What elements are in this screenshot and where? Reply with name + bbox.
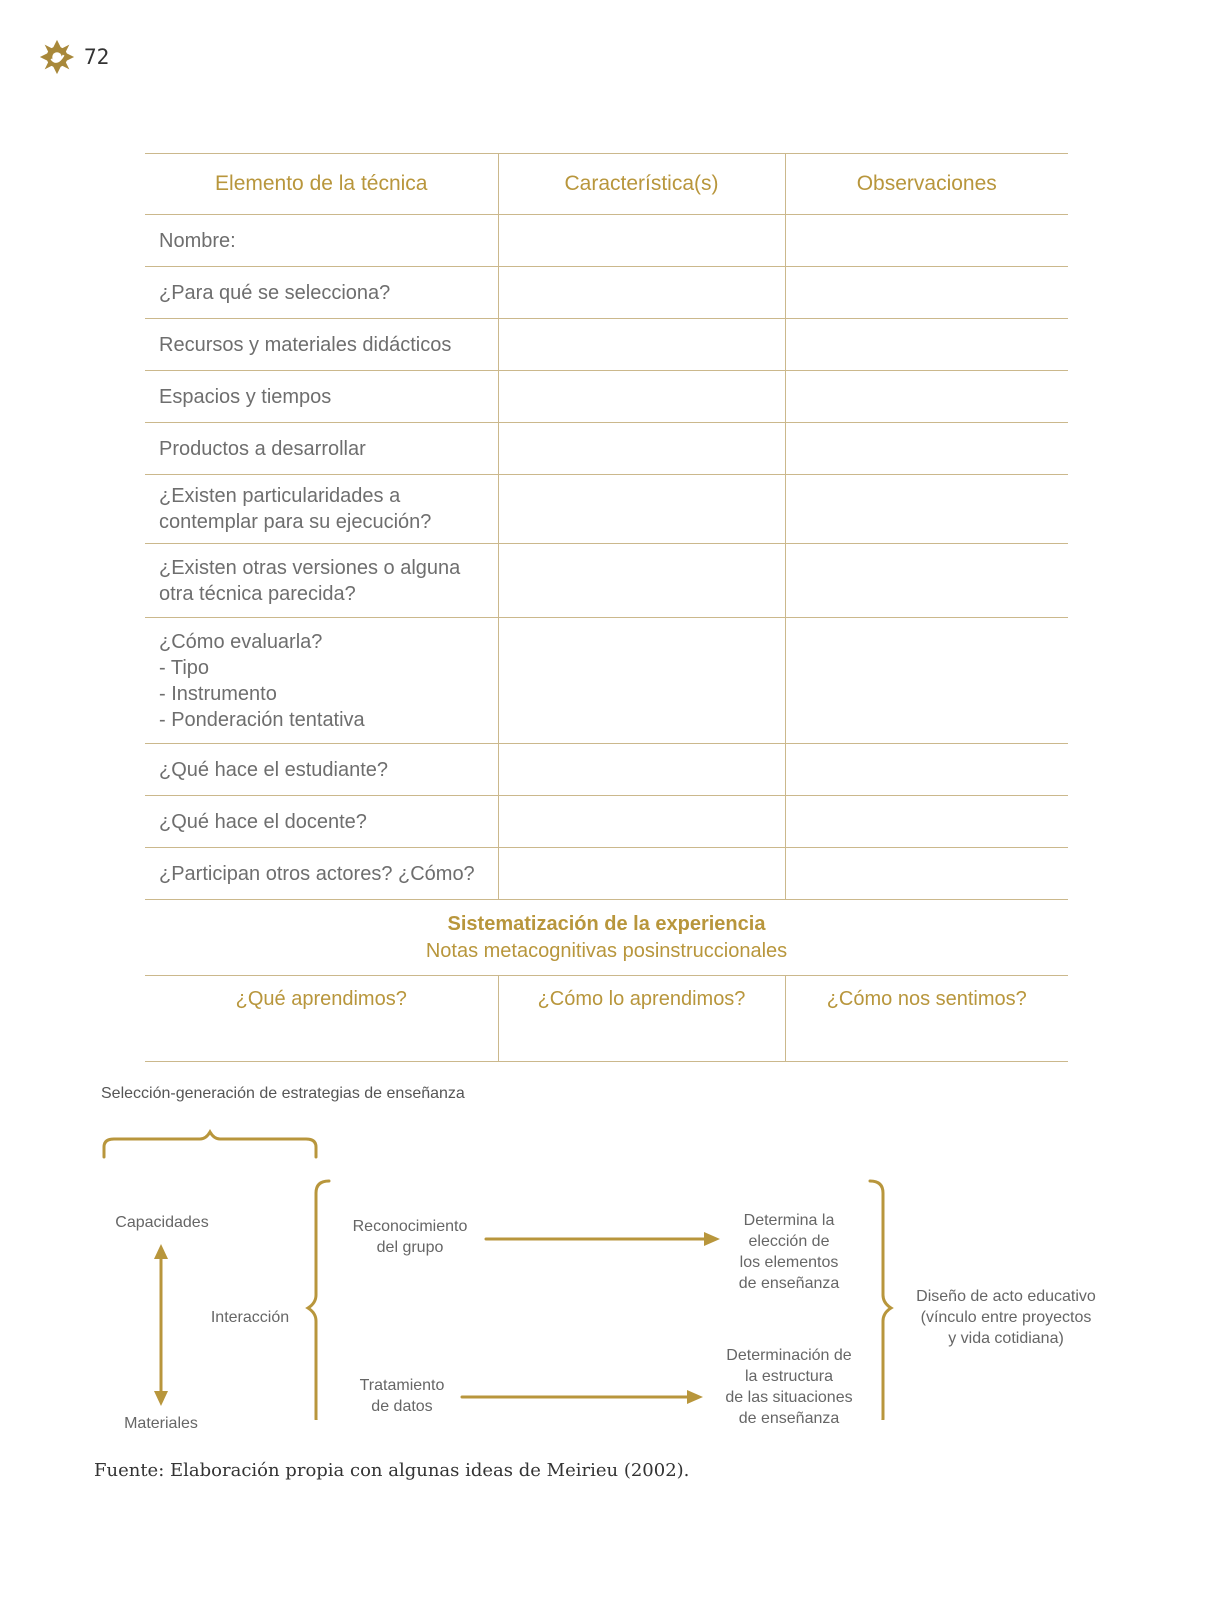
table-row bbox=[145, 848, 1068, 900]
row-label-recursos: Recursos y materiales didácticos bbox=[145, 319, 498, 371]
systematization-row bbox=[145, 900, 1068, 976]
table-row bbox=[145, 319, 1068, 371]
row-label-docente: ¿Qué hace el docente? bbox=[145, 796, 498, 848]
table-cell bbox=[785, 796, 1068, 848]
column-header-observaciones: Observaciones bbox=[785, 154, 1068, 215]
table-cell bbox=[498, 848, 785, 900]
table-row bbox=[145, 744, 1068, 796]
table-cell bbox=[498, 319, 785, 371]
table-row bbox=[145, 215, 1068, 267]
table-cell bbox=[785, 423, 1068, 475]
table-cell bbox=[785, 371, 1068, 423]
label-tratamiento: Tratamiento de datos bbox=[359, 1377, 445, 1415]
table-cell bbox=[785, 319, 1068, 371]
table-cell bbox=[498, 744, 785, 796]
table-cell bbox=[498, 475, 785, 544]
table-cell bbox=[498, 267, 785, 319]
source-note: Fuente: Elaboración propia con algunas ideas de Meirieu (2002). bbox=[94, 1460, 690, 1481]
table-cell bbox=[498, 423, 785, 475]
table-cell bbox=[785, 215, 1068, 267]
row-label-otros-actores: ¿Participan otros actores? ¿Cómo? bbox=[145, 848, 498, 900]
page-number: 72 bbox=[84, 45, 110, 69]
arrow-up-head bbox=[154, 1244, 168, 1259]
table-cell bbox=[498, 544, 785, 618]
page-header bbox=[38, 38, 109, 76]
label-capacidades: Capacidades bbox=[115, 1214, 209, 1231]
table-row bbox=[145, 267, 1068, 319]
table-cell bbox=[498, 796, 785, 848]
row-label-espacios: Espacios y tiempos bbox=[145, 371, 498, 423]
table-cell bbox=[785, 744, 1068, 796]
technique-table bbox=[145, 153, 1068, 1062]
table-cell bbox=[785, 475, 1068, 544]
row-label-estudiante: ¿Qué hace el estudiante? bbox=[145, 744, 498, 796]
left-brace bbox=[308, 1181, 329, 1420]
label-determina: Determina la elección de los elementos de enseñanza bbox=[738, 1212, 840, 1292]
table-row bbox=[145, 544, 1068, 618]
systematization-cell bbox=[145, 900, 1068, 976]
question-como-aprendimos: ¿Cómo lo aprendimos? bbox=[498, 976, 785, 1062]
systematization-title: Sistematización de la experiencia bbox=[447, 912, 766, 935]
question-como-sentimos: ¿Cómo nos sentimos? bbox=[785, 976, 1068, 1062]
row-label-particularidades: ¿Existen particularidades a contemplar para su ejecución? bbox=[145, 475, 498, 544]
row-label-otras-versiones: ¿Existen otras versiones o alguna otra técnica parecida? bbox=[145, 544, 498, 618]
label-interaccion: Interacción bbox=[210, 1309, 290, 1326]
diagram-title: Selección-generación de estrategias de enseñanza bbox=[101, 1085, 465, 1102]
questions-row bbox=[145, 976, 1068, 1062]
table-row bbox=[145, 371, 1068, 423]
label-materiales: Materiales bbox=[124, 1415, 198, 1432]
table-cell bbox=[785, 267, 1068, 319]
table-row bbox=[145, 618, 1068, 744]
gear-flower-icon bbox=[38, 38, 76, 76]
table-cell bbox=[785, 544, 1068, 618]
row-label-productos: Productos a desarrollar bbox=[145, 423, 498, 475]
arrow-head-bottom bbox=[687, 1390, 703, 1404]
question-que-aprendimos: ¿Qué aprendimos? bbox=[145, 976, 498, 1062]
table-cell bbox=[785, 848, 1068, 900]
row-label-nombre: Nombre: bbox=[145, 215, 498, 267]
arrow-down-head bbox=[154, 1391, 168, 1406]
table-header-row bbox=[145, 154, 1068, 215]
label-diseno: Diseño de acto educativo (vínculo entre proyectos y vida cotidiana) bbox=[916, 1288, 1096, 1347]
label-determinacion: Determinación de la estructura de las situaciones de enseñanza bbox=[725, 1347, 853, 1427]
column-header-caracteristicas: Característica(s) bbox=[498, 154, 785, 215]
systematization-subtitle: Notas metacognitivas posinstruccionales bbox=[425, 939, 788, 962]
label-reconocimiento: Reconocimiento del grupo bbox=[352, 1218, 468, 1256]
table-cell bbox=[498, 215, 785, 267]
strategy-diagram bbox=[0, 1120, 1214, 1420]
row-label-evaluarla: ¿Cómo evaluarla? - Tipo - Instrumento - Ponderación tentativa bbox=[145, 618, 498, 744]
right-brace bbox=[870, 1181, 891, 1420]
top-brace bbox=[104, 1132, 316, 1157]
table-row bbox=[145, 475, 1068, 544]
table-cell bbox=[785, 618, 1068, 744]
table-cell bbox=[498, 618, 785, 744]
table-row bbox=[145, 796, 1068, 848]
table-cell bbox=[498, 371, 785, 423]
row-label-para-que: ¿Para qué se selecciona? bbox=[145, 267, 498, 319]
column-header-elemento: Elemento de la técnica bbox=[145, 154, 498, 215]
table-row bbox=[145, 423, 1068, 475]
